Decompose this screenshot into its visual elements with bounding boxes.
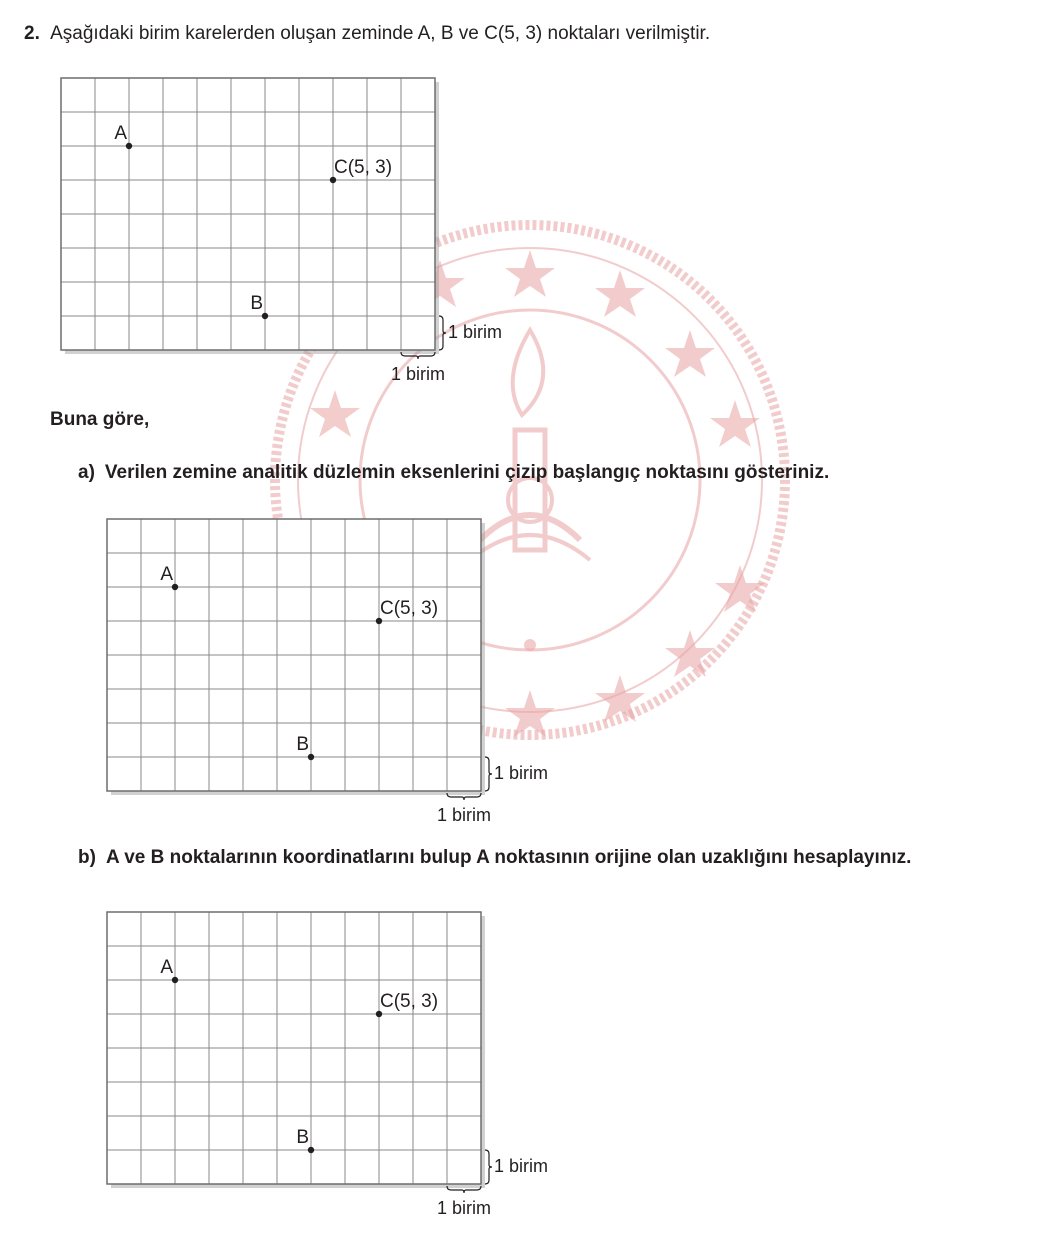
question-text: Aşağıdaki birim karelerden oluşan zeminde A, B ve C(5, 3) noktaları verilmiştir. [50,23,711,44]
point-label: B [296,1127,309,1148]
unit-label-horizontal: 1 birim [436,805,492,825]
unit-brace-vertical [439,316,446,350]
unit-label-vertical: 1 birim [448,322,503,342]
unit-grid-1 [61,78,541,398]
part-b-letter: b) [78,847,96,868]
unit-label-vertical: 1 birim [494,763,549,783]
unit-label-vertical: 1 birim [494,1156,549,1176]
part-a-letter: a) [78,462,95,483]
part-a [78,462,829,484]
unit-label-horizontal: 1 birim [436,1198,492,1218]
part-a-text: Verilen zemine analitik düzlemin eksenlerini çizip başlangıç noktasını gösteriniz. [104,462,830,483]
unit-label-horizontal: 1 birim [390,364,446,384]
point-label: C(5, 3) [334,157,393,178]
lead-in-text: Buna göre, [50,409,150,430]
unit-brace-vertical [485,757,492,791]
part-b [78,847,911,869]
part-b-text: A ve B noktalarının koordinatlarını bulup A noktasının orijine olan uzaklığını hesaplayınız. [105,847,912,868]
point-label: B [296,734,309,755]
point-label: C(5, 3) [380,598,439,619]
point-label: C(5, 3) [380,991,439,1012]
point-label: B [250,293,263,314]
unit-brace-vertical [485,1150,492,1184]
unit-grid-2[interactable] [107,519,587,839]
question-statement [24,23,710,45]
point-label: A [160,957,173,978]
point-label: A [160,564,173,585]
point-label: A [114,123,127,144]
question-number: 2. [24,23,40,44]
unit-grid-3 [107,912,587,1232]
